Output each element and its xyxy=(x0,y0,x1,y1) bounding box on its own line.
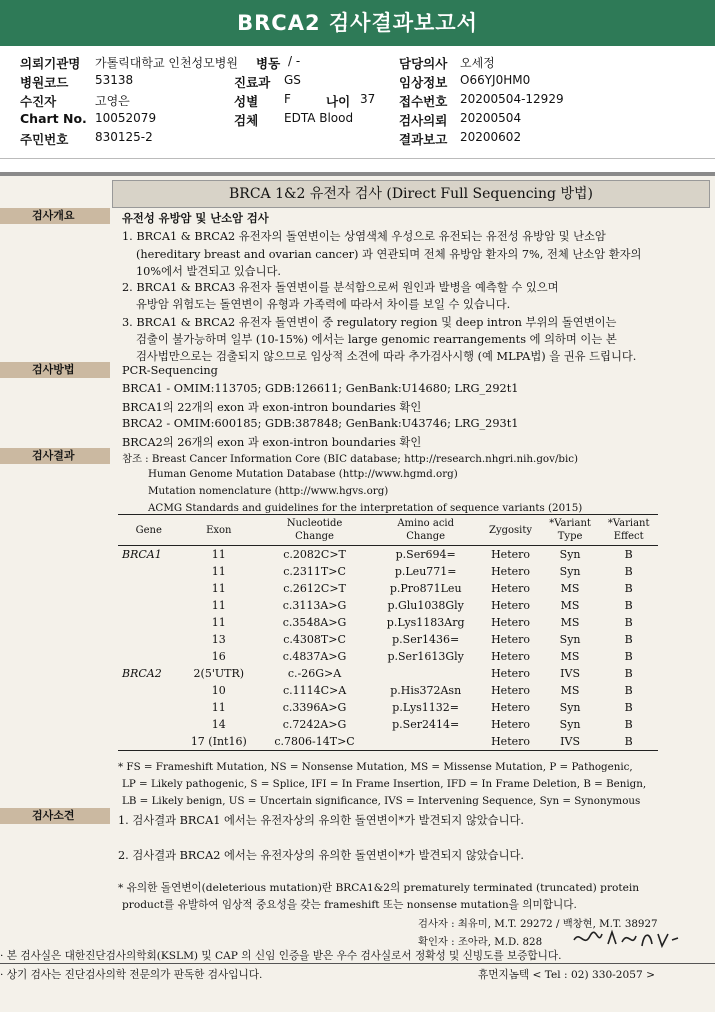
cell-exon: 16 xyxy=(211,650,226,663)
cell-amino-acid xyxy=(371,665,480,682)
cell-variant-effect: B xyxy=(624,650,633,663)
table-row xyxy=(118,597,658,614)
cell-exon: 2(5'UTR) xyxy=(193,667,245,680)
cell-exon: 11 xyxy=(211,616,226,629)
lab-contact: 휴먼지놈텍 < Tel : 02) 330-2057 > xyxy=(478,969,655,981)
method-line: BRCA2 - OMIM:600185; GDB:387848; GenBank:U43746; LRG_293t1 xyxy=(122,417,519,430)
cell-variant-type: MS xyxy=(560,616,580,629)
cell-zygosity: Hetero xyxy=(491,684,531,697)
cell-gene xyxy=(118,563,179,580)
overview-line: 10%에서 발견되고 있습니다. xyxy=(136,265,282,278)
scanned-report xyxy=(0,172,715,1012)
cell-nucleotide: c.3396A>G xyxy=(282,701,347,714)
cell-gene xyxy=(118,682,179,699)
cell-nucleotide: c.3113A>G xyxy=(282,599,347,612)
opinion-line: product를 유발하여 임상적 중요성을 갖는 frameshift 또는 nonsense mutation을 의미합니다. xyxy=(122,899,577,911)
hospital-code-value: 53138 xyxy=(95,73,134,87)
patient-label: 수진자 xyxy=(20,94,57,109)
chart-value: 10052079 xyxy=(95,111,157,125)
cell-zygosity: Hetero xyxy=(491,633,531,646)
cell-exon: 10 xyxy=(211,684,226,697)
table-row xyxy=(118,733,658,751)
cell-variant-type: Syn xyxy=(559,718,581,731)
patient-value: 고영은 xyxy=(95,94,130,108)
method-line: BRCA2의 26개의 exon 과 exon-intron boundaries 확인 xyxy=(122,436,422,449)
cell-variant-effect: B xyxy=(624,599,633,612)
cell-variant-type: MS xyxy=(560,582,580,595)
clinical-info-value: O66YJ0HM0 xyxy=(460,73,531,87)
cell-amino-acid: p.Ser1436= xyxy=(392,633,460,646)
cell-nucleotide: c.3548A>G xyxy=(282,616,347,629)
method-line: BRCA1 - OMIM:113705; GDB:126611; GenBank:U14680; LRG_292t1 xyxy=(122,382,519,395)
cell-amino-acid: p.Pro871Leu xyxy=(389,582,462,595)
age-label: 나이 xyxy=(326,94,351,109)
cell-nucleotide: c.4308T>C xyxy=(283,633,346,646)
overview-line: 3. BRCA1 & BRCA2 유전자 돌연변이 중 regulatory region 및 deep intron 부위의 돌연변이는 xyxy=(122,316,617,329)
cell-gene xyxy=(118,648,179,665)
cell-zygosity: Hetero xyxy=(491,650,531,663)
confirmer: 확인자 : 조아라, M.D. 828 xyxy=(418,936,543,948)
col-nucleotide: Nucleotide Change xyxy=(258,515,371,546)
receipt-label: 접수번호 xyxy=(399,94,448,109)
cell-nucleotide: c.2311T>C xyxy=(283,565,346,578)
certification-note: · 본 검사실은 대한진단검사의학회(KSLM) 및 CAP 의 신임 인증을 받은 우수 검사실로서 정확성 및 신빙도를 보증합니다. xyxy=(0,950,562,962)
footnote-line: LP = Likely pathogenic, S = Splice, IFI = In Frame Insertion, IFD = In Frame Deletion, B = Benign, xyxy=(122,778,647,790)
cell-gene: BRCA1 xyxy=(122,548,162,561)
cell-variant-effect: B xyxy=(624,684,633,697)
cell-nucleotide: c.2082C>T xyxy=(283,548,346,561)
cell-variant-effect: B xyxy=(624,616,633,629)
cell-gene xyxy=(118,580,179,597)
ward-value: / - xyxy=(288,54,301,68)
cell-variant-type: MS xyxy=(560,599,580,612)
cell-gene xyxy=(118,597,179,614)
cell-nucleotide: c.1114C>A xyxy=(282,684,347,697)
chart-label: Chart No. xyxy=(20,111,87,126)
cell-variant-type: IVS xyxy=(560,667,580,680)
cell-amino-acid xyxy=(371,733,480,751)
opinion-line: 1. 검사결과 BRCA1 에서는 유전자상의 유의한 돌연변이*가 발견되지 않았습니다. xyxy=(118,814,525,827)
doctor-value: 오세정 xyxy=(460,56,495,70)
cell-variant-type: Syn xyxy=(559,565,581,578)
section-label-opinion: 검사소견 xyxy=(0,808,110,824)
cell-variant-type: MS xyxy=(560,650,580,663)
cell-zygosity: Hetero xyxy=(491,718,531,731)
table-row xyxy=(118,699,658,716)
col-gene: Gene xyxy=(118,515,179,546)
col-amino-acid: Amino acid Change xyxy=(371,515,480,546)
col-variant-type: *Variant Type xyxy=(541,515,600,546)
footnote-line: * FS = Frameshift Mutation, NS = Nonsense Mutation, MS = Missense Mutation, P = Pathogenic, xyxy=(118,761,633,773)
ward-label: 병동 xyxy=(256,56,281,71)
signature-mark xyxy=(572,926,680,952)
reference-line: Human Genome Mutation Database (http://www.hgmd.org) xyxy=(148,468,458,480)
opinion-line: 2. 검사결과 BRCA2 에서는 유전자상의 유의한 돌연변이*가 발견되지 않았습니다. xyxy=(118,849,525,862)
cell-nucleotide: c.7242A>G xyxy=(282,718,347,731)
cell-variant-type: Syn xyxy=(559,548,581,561)
header-divider xyxy=(0,158,715,159)
cell-nucleotide: c.7806-14T>C xyxy=(258,733,371,751)
cell-nucleotide: c.4837A>G xyxy=(282,650,347,663)
cell-variant-effect: B xyxy=(599,733,658,751)
overview-line: 2. BRCA1 & BRCA3 유전자 돌연변이를 분석함으로써 원인과 발병을 예측할 수 있으며 xyxy=(122,281,559,294)
cell-zygosity: Hetero xyxy=(480,733,540,751)
overview-line: 검사법만으로는 검출되지 않으므로 임상적 소견에 따라 추가검사시행 (예 MLPA법) 을 권유 드립니다. xyxy=(136,350,637,363)
overview-line: 검출이 불가능하며 일부 (10-15%) 에서는 large genomic rearrangements 에 의하며 이는 본 xyxy=(136,333,617,346)
section-label-method: 검사방법 xyxy=(0,362,110,378)
table-row xyxy=(118,648,658,665)
cell-exon: 17 (Int16) xyxy=(179,733,258,751)
cell-zygosity: Hetero xyxy=(491,582,531,595)
overview-line: 1. BRCA1 & BRCA2 유전자의 돌연변이는 상염색체 우성으로 유전되는 유전성 유방암 및 난소암 xyxy=(122,230,606,243)
footer-divider xyxy=(0,963,715,964)
institution-value: 가톨릭대학교 인천성모병원 xyxy=(95,56,238,70)
cell-variant-effect: B xyxy=(624,565,633,578)
overview-title: 유전성 유방암 및 난소암 검사 xyxy=(122,211,269,225)
id-label: 주민번호 xyxy=(20,132,69,147)
cell-zygosity: Hetero xyxy=(491,667,531,680)
cell-nucleotide: c.2612C>T xyxy=(283,582,346,595)
footer-note: · 상기 검사는 진단검사의학 전문의가 판독한 검사입니다. xyxy=(0,969,263,981)
cell-variant-type: IVS xyxy=(541,733,600,751)
table-row xyxy=(118,682,658,699)
specimen-value: EDTA Blood xyxy=(284,111,354,125)
cell-zygosity: Hetero xyxy=(491,565,531,578)
cell-exon: 11 xyxy=(211,582,226,595)
col-zygosity: Zygosity xyxy=(480,515,540,546)
table-row xyxy=(118,631,658,648)
hospital-code-label: 병원코드 xyxy=(20,75,69,90)
col-exon: Exon xyxy=(179,515,258,546)
cell-amino-acid: p.Glu1038Gly xyxy=(387,599,464,612)
cell-zygosity: Hetero xyxy=(491,599,531,612)
receipt-value: 20200504-12929 xyxy=(460,92,564,106)
cell-gene xyxy=(118,631,179,648)
test-header: BRCA 1&2 유전자 검사 (Direct Full Sequencing 방법) xyxy=(112,180,710,208)
cell-variant-effect: B xyxy=(624,701,633,714)
cell-variant-effect: B xyxy=(624,582,633,595)
table-row xyxy=(118,563,658,580)
cell-gene: BRCA2 xyxy=(122,667,162,680)
method-line: PCR-Sequencing xyxy=(122,364,218,377)
cell-amino-acid: p.Lys1132= xyxy=(392,701,460,714)
variant-table-header xyxy=(118,515,658,546)
patient-info xyxy=(20,54,700,149)
cell-variant-type: Syn xyxy=(559,701,581,714)
cell-exon: 13 xyxy=(211,633,226,646)
cell-amino-acid: p.Lys1183Arg xyxy=(386,616,465,629)
table-row xyxy=(118,580,658,597)
id-value: 830125-2 xyxy=(95,130,153,144)
cell-zygosity: Hetero xyxy=(491,701,531,714)
clinical-info-label: 임상정보 xyxy=(399,75,448,90)
report-date-label: 결과보고 xyxy=(399,132,448,147)
cell-variant-effect: B xyxy=(624,548,633,561)
age-value: 37 xyxy=(360,92,376,106)
cell-exon: 11 xyxy=(211,701,226,714)
section-label-overview: 검사개요 xyxy=(0,208,110,224)
sex-label: 성별 xyxy=(234,94,259,109)
reference-line: Mutation nomenclature (http://www.hgvs.org) xyxy=(148,485,389,497)
report-date-value: 20200602 xyxy=(460,130,522,144)
scan-edge xyxy=(0,172,715,176)
cell-amino-acid: p.Ser694= xyxy=(395,548,456,561)
cell-amino-acid: p.Ser1613Gly xyxy=(387,650,464,663)
variant-table xyxy=(118,514,658,751)
cell-gene xyxy=(118,716,179,733)
department-value: GS xyxy=(284,73,301,87)
doctor-label: 담당의사 xyxy=(399,56,448,71)
sex-value: F xyxy=(284,92,291,106)
cell-variant-effect: B xyxy=(624,633,633,646)
report-title: BRCA2 검사결과보고서 xyxy=(0,0,715,46)
table-row xyxy=(118,665,658,682)
request-label: 검사의뢰 xyxy=(399,113,448,128)
cell-amino-acid: p.Leu771= xyxy=(394,565,457,578)
reference-line: 참조 : Breast Cancer Information Core (BIC database; http://research.nhgri.nih.gov/bic) xyxy=(122,453,579,465)
overview-line: 유방암 위험도는 돌연변이 유형과 가족력에 따라서 차이를 보일 수 있습니다. xyxy=(136,298,511,311)
institution-label: 의뢰기관명 xyxy=(20,56,81,71)
opinion-line: * 유의한 돌연변이(deleterious mutation)란 BRCA1&2의 prematurely terminated (truncated) protein xyxy=(118,882,640,894)
cell-gene xyxy=(118,699,179,716)
specimen-label: 검체 xyxy=(234,113,259,128)
footnote-line: LB = Likely benign, US = Uncertain significance, IVS = Intervening Sequence, Syn = Synonymous xyxy=(122,795,641,807)
cell-variant-type: MS xyxy=(560,684,580,697)
cell-gene xyxy=(118,733,179,751)
overview-line: (hereditary breast and ovarian cancer) 과 연관되며 전체 유방암 환자의 7%, 전체 난소암 환자의 xyxy=(136,248,642,261)
table-row xyxy=(118,614,658,631)
method-line: BRCA1의 22개의 exon 과 exon-intron boundaries 확인 xyxy=(122,401,422,414)
section-label-result: 검사결과 xyxy=(0,448,110,464)
col-variant-effect: *Variant Effect xyxy=(599,515,658,546)
cell-variant-type: Syn xyxy=(559,633,581,646)
cell-exon: 14 xyxy=(211,718,226,731)
table-row xyxy=(118,546,658,564)
cell-amino-acid: p.His372Asn xyxy=(390,684,462,697)
cell-zygosity: Hetero xyxy=(491,548,531,561)
cell-zygosity: Hetero xyxy=(491,616,531,629)
cell-gene xyxy=(118,614,179,631)
cell-amino-acid: p.Ser2414= xyxy=(392,718,460,731)
cell-nucleotide: c.-26G>A xyxy=(287,667,342,680)
examiners: 검사자 : 최유미, M.T. 29272 / 백창현, M.T. 38927 xyxy=(418,918,658,930)
table-row xyxy=(118,716,658,733)
cell-exon: 11 xyxy=(211,599,226,612)
cell-variant-effect: B xyxy=(624,718,633,731)
request-value: 20200504 xyxy=(460,111,522,125)
cell-exon: 11 xyxy=(211,565,226,578)
cell-exon: 11 xyxy=(211,548,226,561)
cell-variant-effect: B xyxy=(624,667,633,680)
department-label: 진료과 xyxy=(234,75,271,90)
reference-line: ACMG Standards and guidelines for the interpretation of sequence variants (2015) xyxy=(148,502,583,514)
